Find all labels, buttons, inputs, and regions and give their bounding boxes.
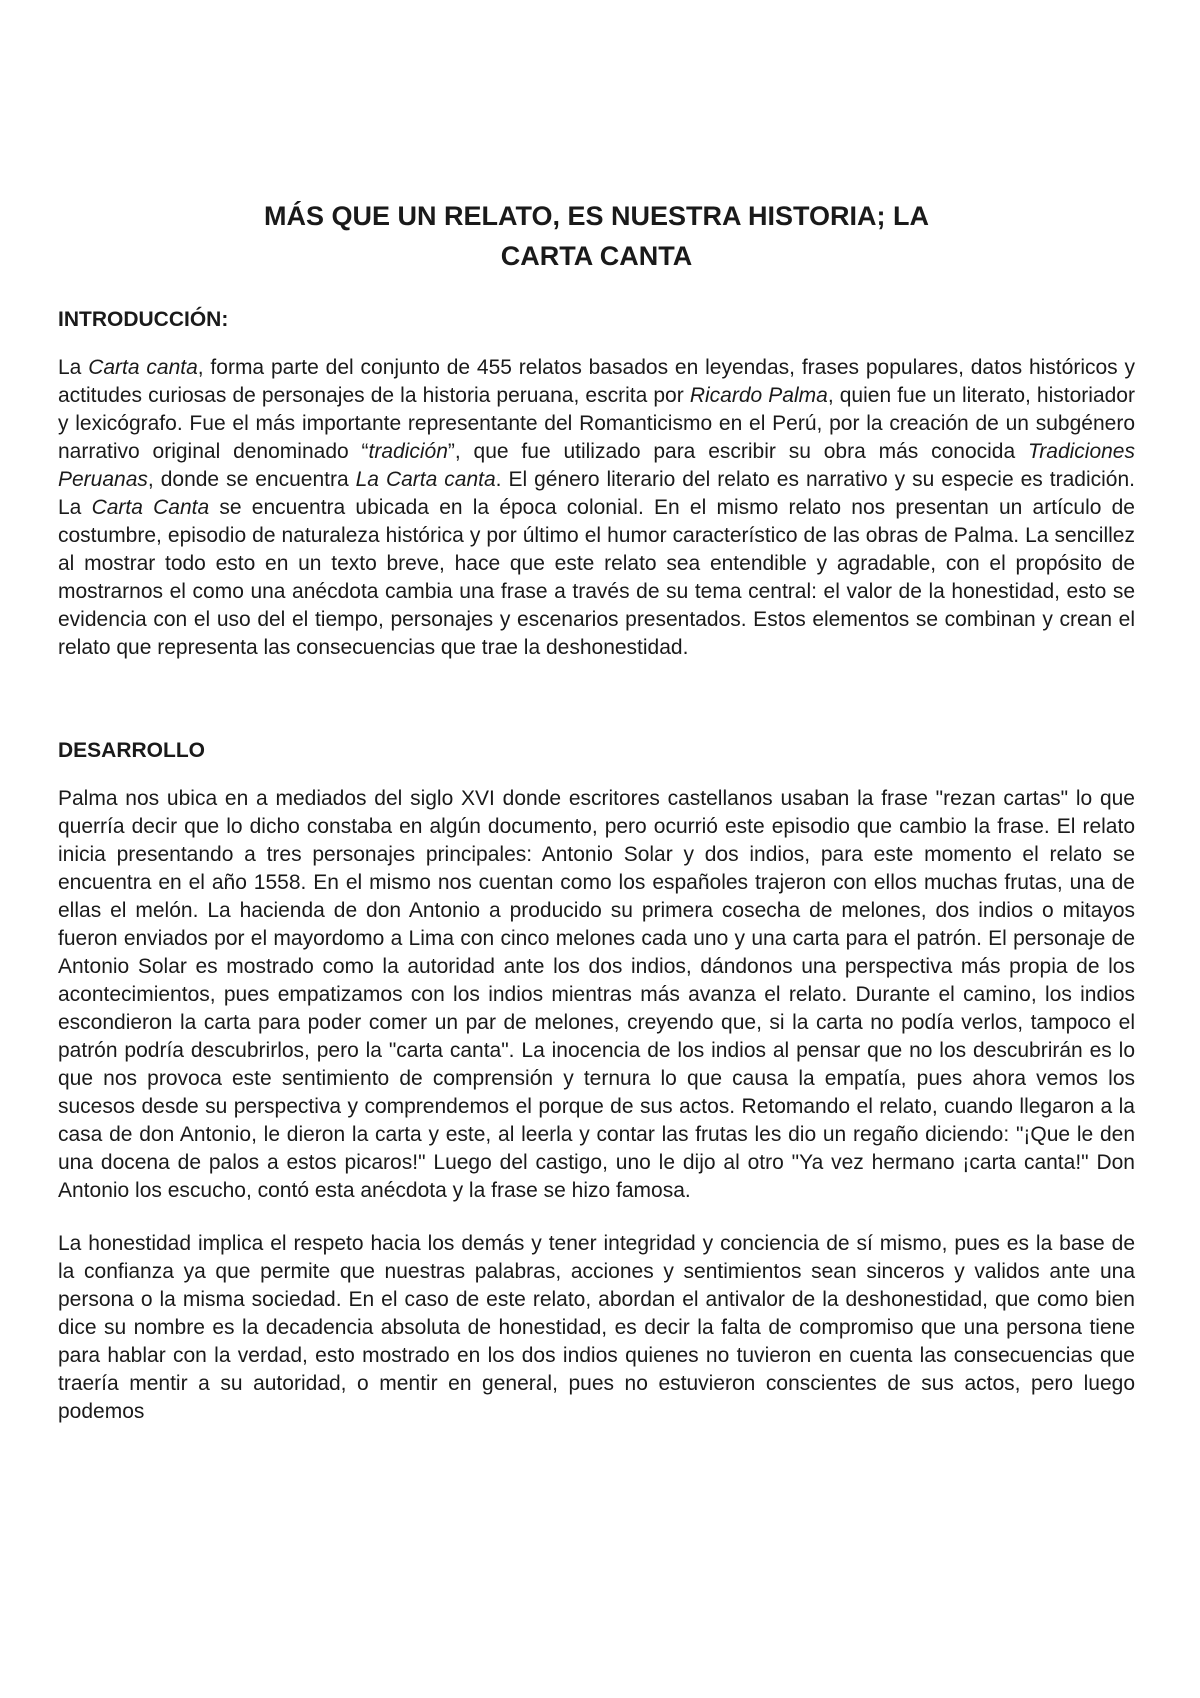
intro-italic-carta-canta-2: Carta Canta [91,496,210,519]
intro-text-segment: se encuentra ubicada en la época colonial. En el mismo relato nos presentan un artículo de costumbre, episodio de naturaleza histórica y por último el humor característico de las obras de Palma. La sencillez al mostrar todo esto en un texto breve, hace que este relato sea entendible y agradable, con el propósito de mostrarnos el como una anécdota cambia una frase a través de su tema central: el valor de la honestidad, esto se evidencia con el uso del el tiempo, personajes y escenarios presentados. Estos elementos se combinan y crean el relato que representa las consecuencias que trae la deshonestidad. [58,496,1135,659]
intro-italic-la-carta-canta: La Carta canta [355,468,496,491]
intro-italic-ricardo-palma: Ricardo Palma [689,384,828,407]
document-title-line-1: MÁS QUE UN RELATO, ES NUESTRA HISTORIA; LA [263,201,930,231]
desarrollo-heading: DESARROLLO [58,739,205,762]
intro-text-segment: ”, que fue utilizado para escribir su obra más conocida [447,440,1028,463]
document-title-line-2: CARTA CANTA [500,241,693,271]
intro-text-segment: , forma parte del conjunto de 455 relatos basados en leyendas, frases populares, datos históricos y actitudes curiosas de personajes de la historia peruana, escrita por [58,356,1135,407]
introduccion-paragraph [58,354,1135,662]
intro-italic-tradiciones-peruanas: Tradiciones Peruanas [58,440,1135,491]
document-title [58,196,1135,276]
intro-italic-carta-canta: Carta canta [88,356,198,379]
intro-text-segment: La [58,356,89,379]
intro-text-segment: , quien fue un literato, historiador y lexicógrafo. Fue el más importante representante del Romanticismo en el Perú, por la creación de un subgénero narrativo original denominado “ [58,384,1135,463]
document-page [58,196,1135,1426]
intro-italic-tradicion: tradición [368,440,448,463]
intro-text-segment: . El género literario del relato es narrativo y su especie es tradición. La [58,468,1135,519]
desarrollo-paragraph-2: La honestidad implica el respeto hacia los demás y tener integridad y conciencia de sí mismo, pues es la base de la confianza ya que permite que nuestras palabras, acciones y sentimientos sean sinceros y validos ante una persona o la misma sociedad. En el caso de este relato, abordan el antivalor de la deshonestidad, que como bien dice su nombre es la decadencia absoluta de honestidad, es decir la falta de compromiso que una persona tiene para hablar con la verdad, esto mostrado en los dos indios quienes no tuvieron en cuenta las consecuencias que traería mentir a su autoridad, o mentir en general, pues no estuvieron conscientes de sus actos, pero luego podemos [58,1232,1135,1423]
desarrollo-paragraph-1: Palma nos ubica en a mediados del siglo XVI donde escritores castellanos usaban la frase "rezan cartas" lo que querría decir que lo dicho constaba en algún documento, pero ocurrió este episodio que cambio la frase. El relato inicia presentando a tres personajes principales: Antonio Solar y dos indios, para este momento el relato se encuentra en el año 1558. En el mismo nos cuentan como los españoles trajeron con ellos muchas frutas, una de ellas el melón. La hacienda de don Antonio a producido su primera cosecha de melones, dos indios o mitayos fueron enviados por el mayordomo a Lima con cinco melones cada uno y una carta para el patrón. El personaje de Antonio Solar es mostrado como la autoridad ante los dos indios, dándonos una perspectiva más propia de los acontecimientos, pues empatizamos con los indios mientras más avanza el relato. Durante el camino, los indios escondieron la carta para poder comer un par de melones, creyendo que, si la carta no podía verlos, tampoco el patrón podría descubrirlos, pero la "carta canta". La inocencia de los indios al pensar que no los descubrirán es lo que nos provoca este sentimiento de comprensión y ternura lo que causa la empatía, pues ahora vemos los sucesos desde su perspectiva y comprendemos el porque de sus actos. Retomando el relato, cuando llegaron a la casa de don Antonio, le dieron la carta y este, al leerla y contar las frutas les dio un regaño diciendo: "¡Que le den una docena de palos a estos picaros!" Luego del castigo, uno le dijo al otro "Ya vez hermano ¡carta canta!" Don Antonio los escucho, contó esta anécdota y la frase se hizo famosa. [58,787,1135,1202]
intro-text-segment: , donde se encuentra [147,468,356,491]
introduccion-heading: INTRODUCCIÓN: [58,308,229,331]
